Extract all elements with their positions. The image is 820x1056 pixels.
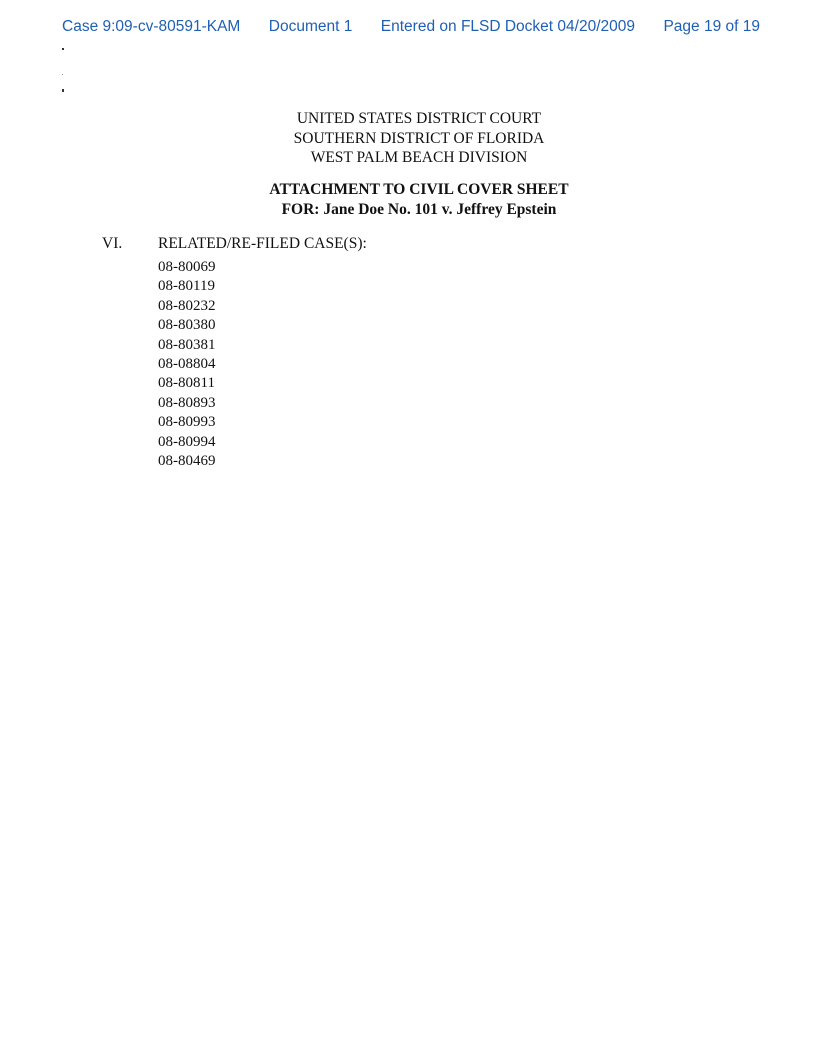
related-cases-list <box>158 258 216 471</box>
scan-speck <box>62 74 63 75</box>
section-number: VI. <box>102 235 123 252</box>
case-list-item: 08-80994 <box>158 433 216 450</box>
docket-stamp-header <box>62 18 760 36</box>
case-list-item: 08-80469 <box>158 453 216 470</box>
attachment-title: ATTACHMENT TO CIVIL COVER SHEET <box>269 181 569 198</box>
case-list-item: 08-80993 <box>158 414 216 431</box>
case-list-item: 08-80232 <box>158 297 216 314</box>
case-list-item: 08-80381 <box>158 336 216 353</box>
document-number: Document 1 <box>268 18 353 35</box>
section-title: RELATED/RE-FILED CASE(S): <box>158 235 367 252</box>
scan-speck <box>62 89 64 92</box>
court-district: SOUTHERN DISTRICT OF FLORIDA <box>293 129 545 147</box>
attachment-subtitle: FOR: Jane Doe No. 101 v. Jeffrey Epstein <box>281 200 557 218</box>
case-list-item: 08-80380 <box>158 317 216 334</box>
related-cases-section-heading <box>102 235 367 253</box>
case-list-item: 08-80069 <box>158 259 216 275</box>
court-caption <box>0 109 820 168</box>
attachment-heading <box>0 180 820 219</box>
scan-speck <box>62 48 64 50</box>
docket-entry-date: Entered on FLSD Docket 04/20/2009 <box>380 18 635 35</box>
case-number: Case 9:09-cv-80591-KAM <box>62 18 241 35</box>
page-number: Page 19 of 19 <box>663 18 760 35</box>
case-list-item: 08-80119 <box>158 278 215 295</box>
court-division: WEST PALM BEACH DIVISION <box>310 149 528 166</box>
case-list-item: 08-80893 <box>158 394 216 411</box>
case-list-item: 08-80811 <box>158 375 215 392</box>
case-list-item: 08-08804 <box>158 356 216 373</box>
court-name: UNITED STATES DISTRICT COURT <box>296 110 542 127</box>
